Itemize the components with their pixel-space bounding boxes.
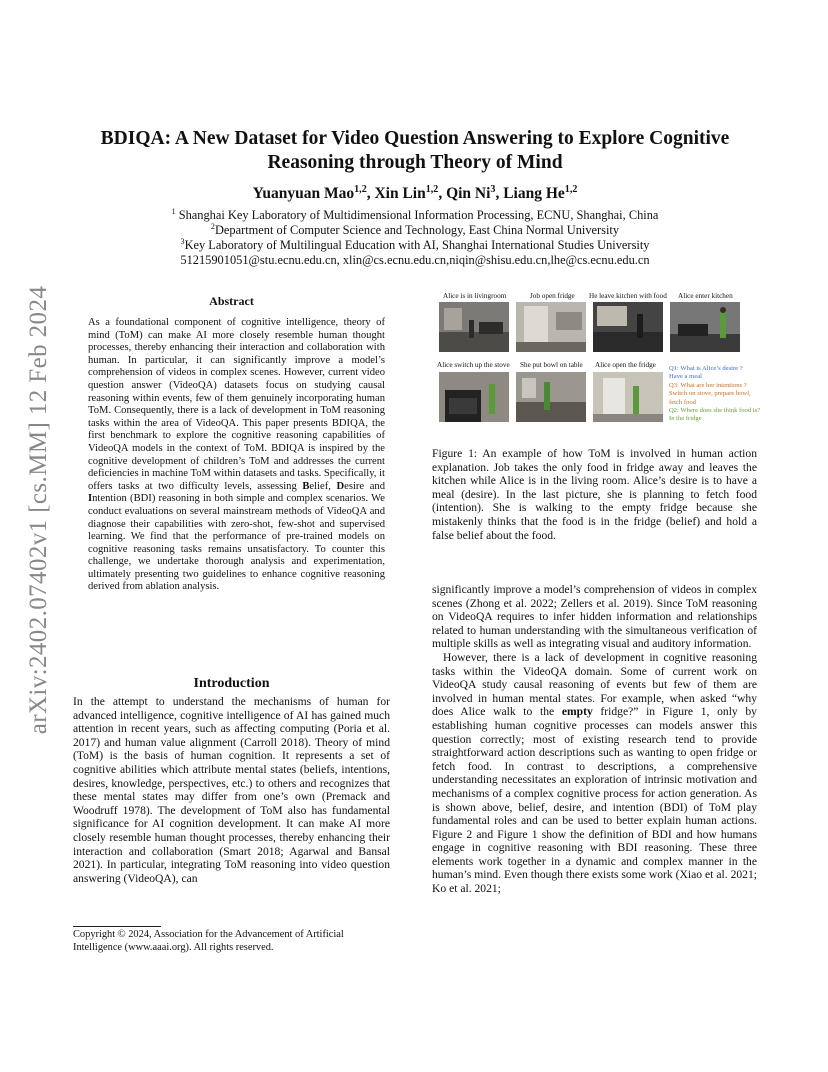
video-frame-kitchen-fridge [516,302,586,352]
frame-label: Job open fridge [530,292,575,300]
author-list: Yuanyuan Mao$^{1,2}$, Xin Lin$^{1,2}$, Qin Ni$^3$, Liang He$^{1,2}$ [252,183,578,202]
abstract-bold-letter: I [88,493,93,505]
affiliations [60,208,770,268]
abstract-text: ntention (BDI) reasoning in both simple and complex scenarios. We conduct evaluations on several mainstream methods of VideoQA and diagnose their capabilities with zero-shot, few-shot and supervised learning. We find that the performance of pre-trained models on cognitive reasoning tasks remains unsatisfactory. To counter this challenge, we undertake thorough analysis and experimentation, ultimately presenting two guidelines to enhance cognitive reasoning derived from ablation analysis. [88,493,385,593]
author-name: Yuanyuan Mao [252,185,355,202]
paragraph: significantly improve a model’s comprehension of videos in complex scenes (Zhong et al. 2022; Zellers et al. 2019). Since ToM reasoning on VideoQA requires to infer hidden information and relationships related to human understanding with the simultaneous verification of multiple skills as well as integrating visual and auditory information. [432,583,757,651]
author-affil-sup: 1,2 [425,183,439,195]
video-frame-bowl-on-table [516,372,586,422]
figure-qa-panel [669,365,761,424]
author-name: Xin Lin [374,185,426,202]
qa-answer: Switch on stove, prepare bowl, fetch food [669,390,751,406]
introduction-body: In the attempt to understand the mechanisms of human for advanced intelligence, cognitive intelligence of AI has gained much attention in recent years, such as affecting computing (Poria et al. 2017) and human value alignment (Carroll 2018). Theory of mind (ToM) is the basis of human cognition. It represents a set of cognitive abilities which attribute mental states (beliefs, intentions, desires, knowledge, perspectives, etc.) to others and recognizes that these mental states may differ from one’s own (Premack and Woodruff 1978). The development of ToM also has fundamental significance for AI cognition development. It can make AI more closely resemble human thought processes, thereby enhancing their interaction and collaboration (Smart 2018; Agarwal and Bansal 2021). In particular, integrating ToM reasoning into video question answering (VideoQA), can [73,695,390,885]
author-name: Liang He [503,185,565,202]
figure-1 [437,292,761,428]
abstract-heading: Abstract [209,294,254,308]
affiliation-text: Shanghai Key Laboratory of Multidimensional Information Processing, ECNU, Shanghai, China [178,208,659,222]
affiliation-sup: 1 [171,206,176,216]
video-frame-living-room [439,302,509,352]
frame-label: He leave kitchen with food [589,292,667,300]
affiliation-text: Key Laboratory of Multilingual Education with AI, Shanghai International Studies University [184,238,650,252]
emphasis-text: empty [561,705,593,719]
arxiv-sidebar [14,250,64,770]
abstract-text: esire and [344,480,385,492]
affiliation-sup: 3 [180,236,185,246]
video-frame-leaving-kitchen [593,302,663,352]
qa-answer: Have a meal [669,373,702,381]
frame-label: Alice enter kitchen [678,292,733,300]
qa-question: Q3: What are her intentions ? [669,381,747,389]
abstract-text: As a foundational component of cognitive intelligence, theory of mind (ToM) can make AI more closely resemble human thought processes, thereby enhancing their interaction and collaboration with human. In particular, it can significantly improve a model’s comprehension of videos in complex scenes. However, current video question answer (VideoQA) datasets focus on studying causal reasoning within events, few of them genuinely incorporating human ToM. Consequently, there is a lack of development in ToM reasoning tasks within the area of VideoQA. This paper presents BDIQA, the first benchmark to explore the cognitive reasoning capabilities of VideoQA models in the context of ToM. BDIQA is inspired by the cognitive development of children’s ToM and addresses the current deficiencies in machine ToM within datasets and tasks. Specifically, it offers tasks at two difficulty levels, assessing [88,317,385,492]
frame-label: Alice open the fridge [595,361,656,369]
video-frame-enter-kitchen [670,302,740,352]
affiliation-line [60,238,770,253]
affiliation-line [60,223,770,238]
paragraph-text: fridge?” in Figure 1, only by establishing human cognitive processes can models answer this question correctly; most of existing research tend to provide straightforward action descriptions such as wanting to open fridge or fetch food. In contrast to descriptions, a comprehensive understanding necessitates an exploration of intrinsic motivation and mechanisms of a complex cognitive process for action generation. As is shown above, belief, desire, and intention (BDI) of ToM play fundamental roles and can be used to better explain human actions. Figure 2 and Figure 1 show the definition of BDI and how humans engage in cognitive reasoning with BDI reasoning. These three elements work together in a dynamic and complex manner in the human’s mind. Even though there exists some work (Xiao et al. 2021; Ko et al. 2021; [432,705,757,896]
abstract-body [88,317,385,594]
video-frame-stove [439,372,509,422]
arxiv-identifier: arXiv:2402.07402v1 [cs.MM] 12 Feb 2024 [25,285,52,735]
right-column-body [432,583,757,896]
paper-title: BDIQA: A New Dataset for Video Question Answering to Explore Cognitive Reasoning through Theory of Mind [100,128,730,173]
abstract-bold-letter: D [336,480,345,492]
affiliation-text: Department of Computer Science and Technology, East China Normal University [214,223,620,237]
affiliation-sup: 2 [210,221,215,231]
paragraph-text: However, there is a lack of development in cognitive reasoning tasks within the VideoQA domain. Some of current work on VideoQA study causal reasoning of events but few of them are involved in human mental states. For example, when asked “why does Alice walk to the [432,650,757,719]
qa-answer: In the fridge [669,415,702,423]
frame-label: Alice is in livingroom [443,292,507,300]
author-name: Qin Ni [446,185,491,202]
paragraph [432,651,757,896]
abstract-bold-letter: B [302,480,310,492]
frame-label: Alice switch up the stove [437,361,510,369]
affiliation-line [60,208,770,223]
author-affil-sup: 3 [490,183,496,195]
author-emails: 51215901051@stu.ecnu.edu.cn, xlin@cs.ecnu.edu.cn,niqin@shisu.edu.cn,lhe@cs.ecnu.edu.cn [180,253,650,267]
qa-question: Q2: Where does she think food is? [669,407,761,415]
copyright-footnote: Copyright © 2024, Association for the Advancement of Artificial Intelligence (www.aaai.org). All rights reserved. [73,929,344,953]
frame-label: She put bowl on table [520,361,583,369]
author-affil-sup: 1,2 [564,183,578,195]
qa-question: Q1: What is Alice’s desire ? [669,365,743,372]
abstract-text: elief, [309,480,337,492]
footnote-rule [73,926,161,927]
author-affil-sup: 1,2 [354,183,367,195]
introduction-heading: Introduction [193,676,270,691]
figure-1-caption: Figure 1: An example of how ToM is involved in human action explanation. Job takes the only food in fridge away and leaves the kitchen while Alice is in the living room. Alice’s desire is to have a meal (desire). In the last picture, she is planning to fetch food (intention). She is walking to the empty fridge because she mistakenly thinks that the food is in the fridge (belief) and hold a false belief about the food. [432,447,757,542]
video-frame-open-fridge [593,372,663,422]
